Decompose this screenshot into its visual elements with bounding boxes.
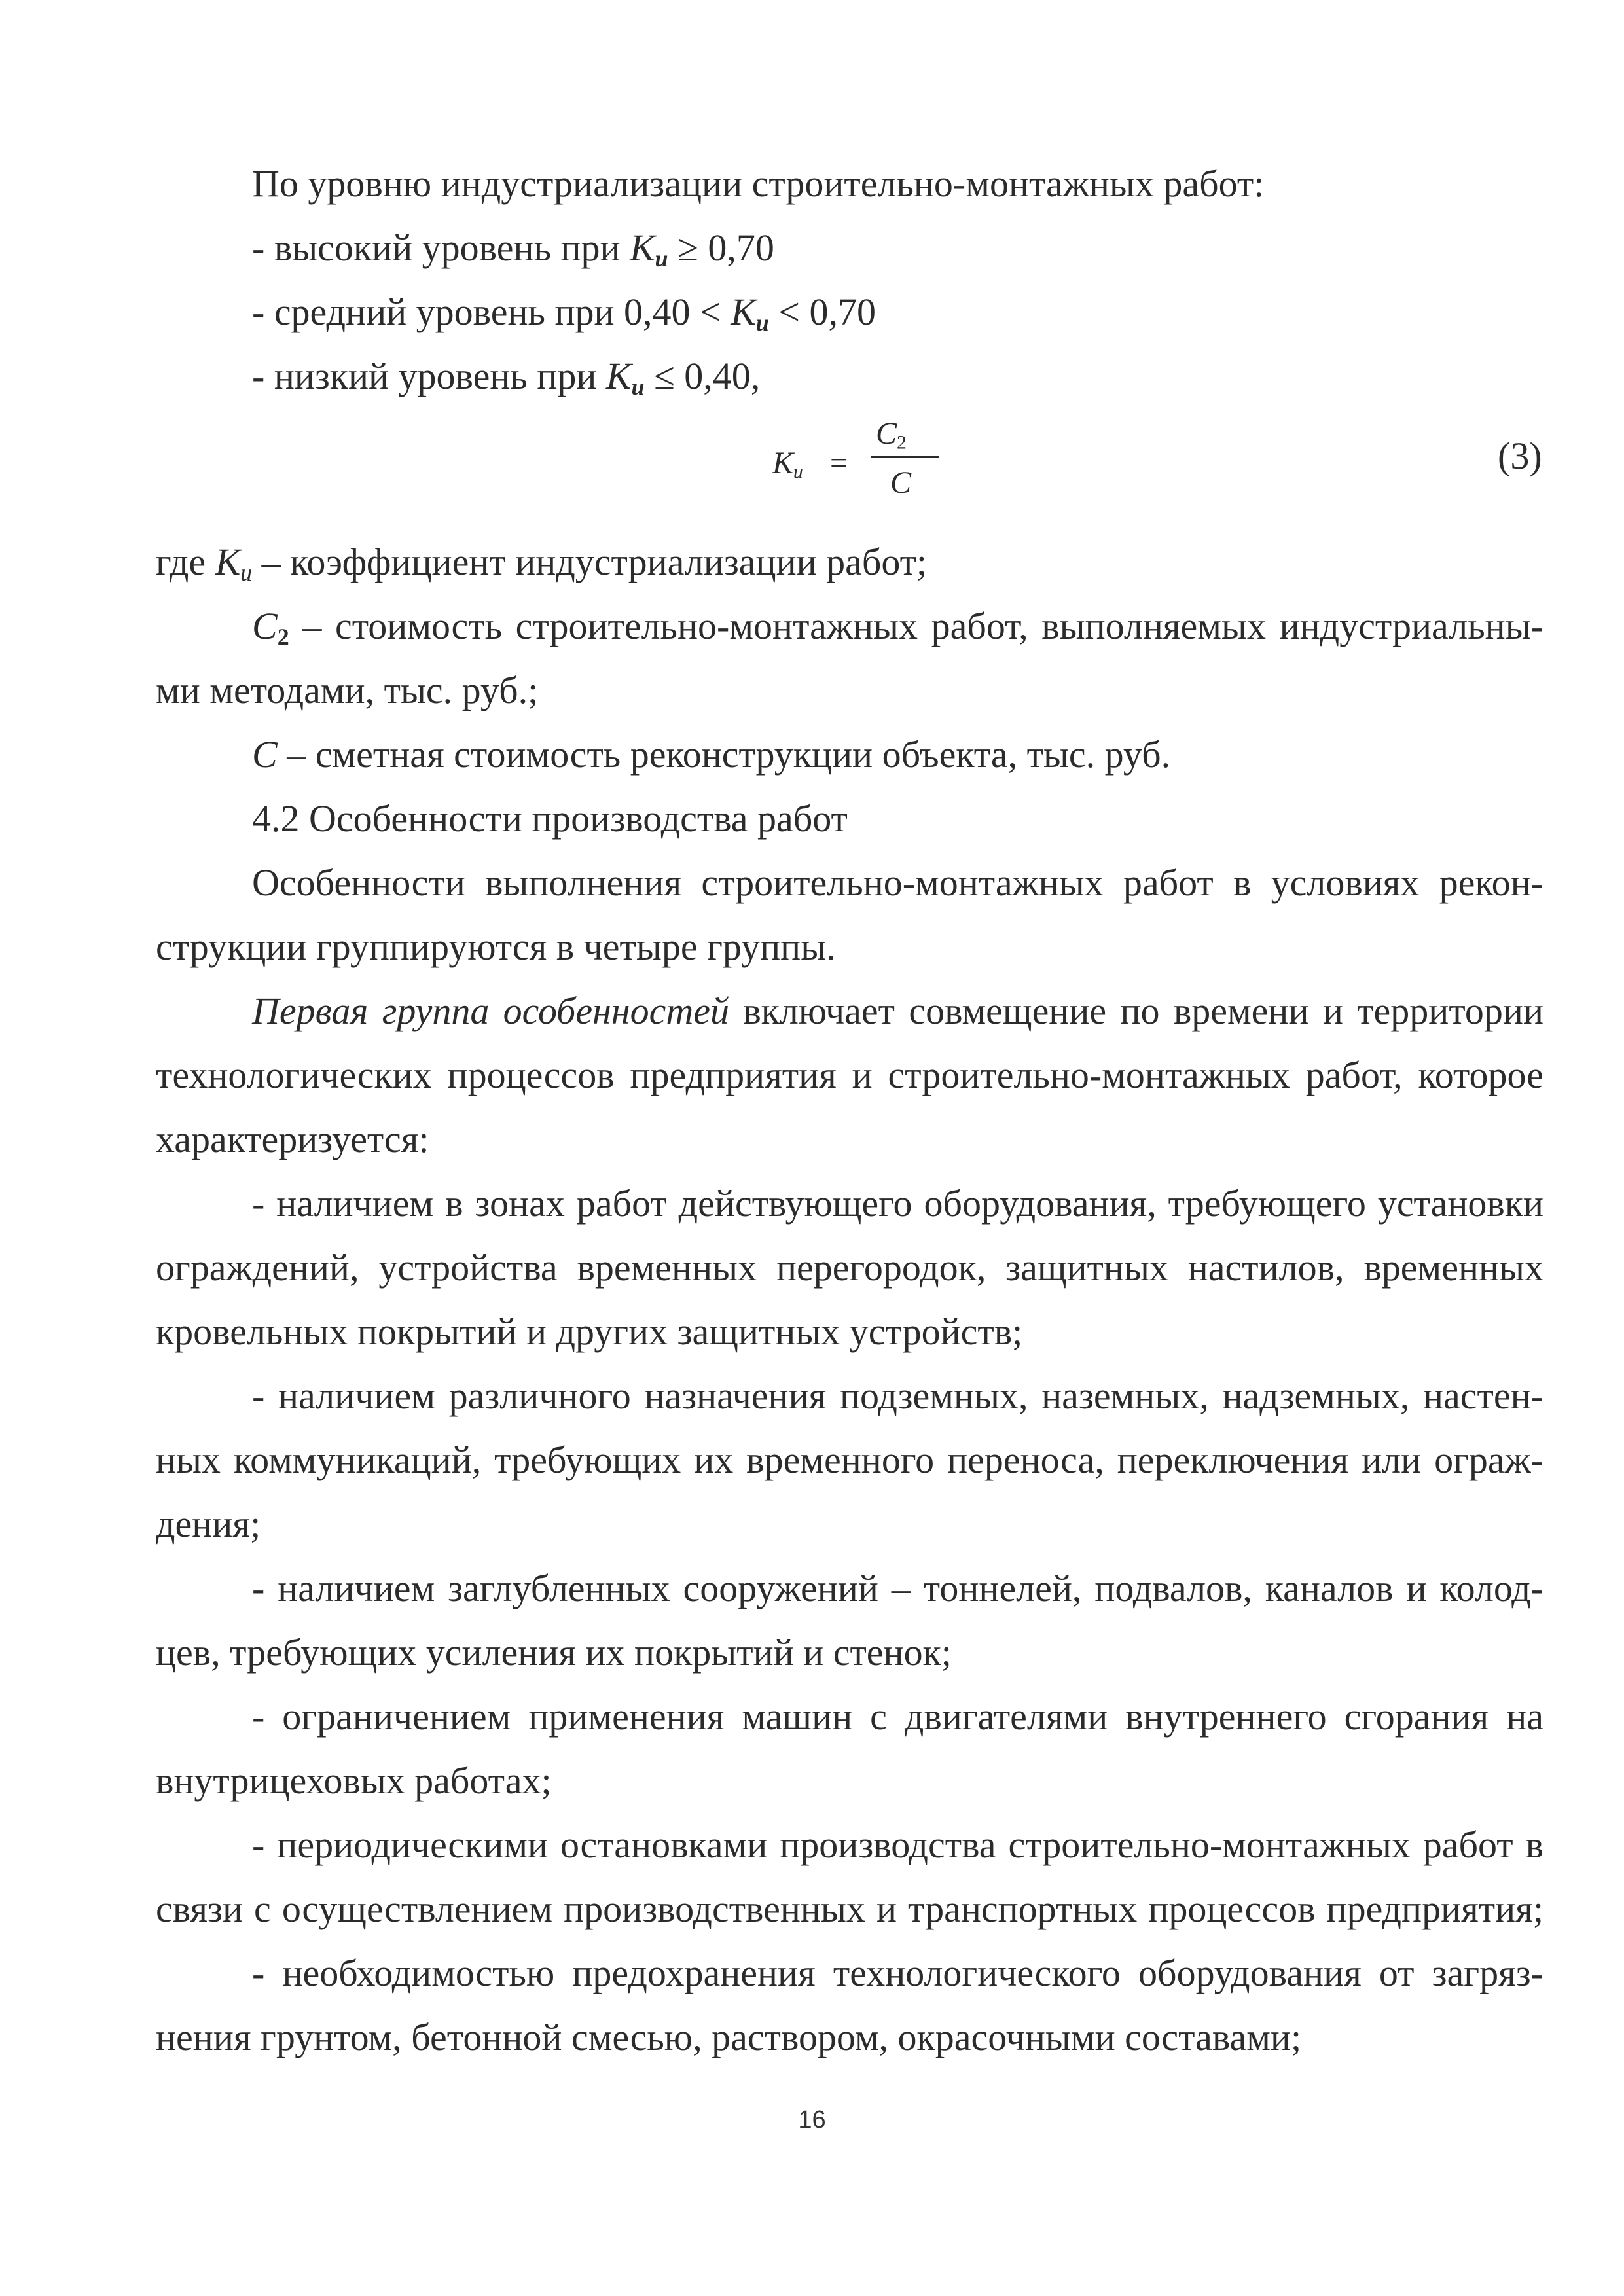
text-line: внутрицеховых работах; — [156, 1759, 552, 1802]
text-line — [252, 607, 1543, 649]
symbol-k: К — [772, 446, 793, 480]
text-span: - средний уровень при 0,40 < — [252, 291, 731, 333]
text-span: < 0,70 — [768, 291, 876, 333]
text-line: дения; — [156, 1503, 261, 1545]
formula-denominator: С — [890, 465, 912, 500]
text-line — [156, 543, 927, 585]
symbol-c: С — [252, 733, 278, 776]
symbol-c: С — [252, 605, 278, 647]
text-line: ограждений, устройства временных перегородок, защитных настилов, временных — [156, 1246, 1543, 1289]
text-line: цев, требующих усиления их покрытий и стенок; — [156, 1631, 952, 1674]
symbol-k: К — [731, 291, 756, 333]
text-span: - низкий уровень при — [252, 355, 606, 397]
text-span: – коэффициент индустриализации работ; — [252, 541, 928, 583]
text-line: - периодическими остановками производства строительно-монтажных работ в — [252, 1823, 1543, 1866]
symbol-subscript: и — [793, 461, 803, 483]
text-line: нения грунтом, бетонной смесью, раствором, окрасочными составами; — [156, 2016, 1302, 2058]
text-line: технологических процессов предприятия и строительно-монтажных работ, которое — [156, 1054, 1543, 1096]
text-line: - наличием заглубленных сооружений – тоннелей, подвалов, каналов и колод- — [252, 1567, 1543, 1609]
symbol-subscript: и — [655, 245, 668, 272]
text-span: где — [156, 541, 215, 583]
symbol-subscript: и — [631, 373, 645, 400]
symbol-subscript: 2 — [897, 431, 907, 454]
text-line — [252, 992, 1543, 1030]
symbol-subscript: и — [755, 309, 769, 336]
text-line: - необходимостью предохранения технологического оборудования от загряз- — [252, 1952, 1543, 1994]
symbol-k: К — [630, 226, 655, 269]
text-line: - наличием различного назначения подземных, наземных, надземных, настен- — [252, 1374, 1543, 1417]
text-line: Особенности выполнения строительно-монтажных работ в условиях рекон- — [252, 861, 1543, 904]
symbol-subscript: и — [240, 559, 253, 586]
text-span: – стоимость строительно-монтажных работ, выполняемых индустриальны- — [289, 605, 1543, 647]
text-line: По уровню индустриализации строительно-монтажных работ: — [252, 162, 1265, 205]
symbol-c: С — [876, 416, 897, 451]
page-number: 16 — [798, 2106, 826, 2134]
text-line: кровельных покрытий и других защитных устройств; — [156, 1310, 1023, 1353]
text-span: – сметная стоимость реконструкции объекта, тыс. руб. — [277, 733, 1171, 776]
text-line: ми методами, тыс. руб.; — [156, 669, 539, 711]
text-span: ≤ 0,40, — [644, 355, 761, 397]
formula-lhs — [772, 445, 803, 483]
formula-numerator — [876, 416, 907, 454]
text-span: ≥ 0,70 — [668, 226, 774, 269]
text-span: включает совмещение по времени и территории — [729, 990, 1543, 1032]
text-line: характеризуется: — [156, 1118, 429, 1160]
list-item-low-level — [252, 357, 760, 399]
text-line: ных коммуникаций, требующих их временного переноса, переключения или ограж- — [156, 1439, 1543, 1481]
text-line: - наличием в зонах работ действующего оборудования, требующего установки — [252, 1182, 1543, 1225]
text-line: связи с осуществлением производственных и транспортных процессов предприятия; — [156, 1888, 1543, 1930]
equation-number: (3) — [1498, 435, 1542, 477]
text-line: струкции группируются в четыре группы. — [156, 925, 836, 968]
symbol-subscript: 2 — [277, 623, 289, 650]
symbol-k: К — [605, 355, 632, 397]
text-span: - высокий уровень при — [252, 226, 630, 269]
formula-equals: = — [830, 446, 848, 480]
list-item-medium-level — [252, 293, 876, 335]
symbol-k: К — [215, 541, 241, 583]
formula — [772, 416, 943, 507]
text-line: - ограничением применения машин с двигателями внутреннего сгорания на — [252, 1695, 1543, 1738]
fraction-bar — [871, 456, 939, 458]
text-line — [252, 733, 1171, 776]
emphasis-text: Первая группа особенностей — [252, 990, 730, 1032]
list-item-high-level — [252, 226, 774, 272]
section-heading: 4.2 Особенности производства работ — [252, 797, 848, 840]
